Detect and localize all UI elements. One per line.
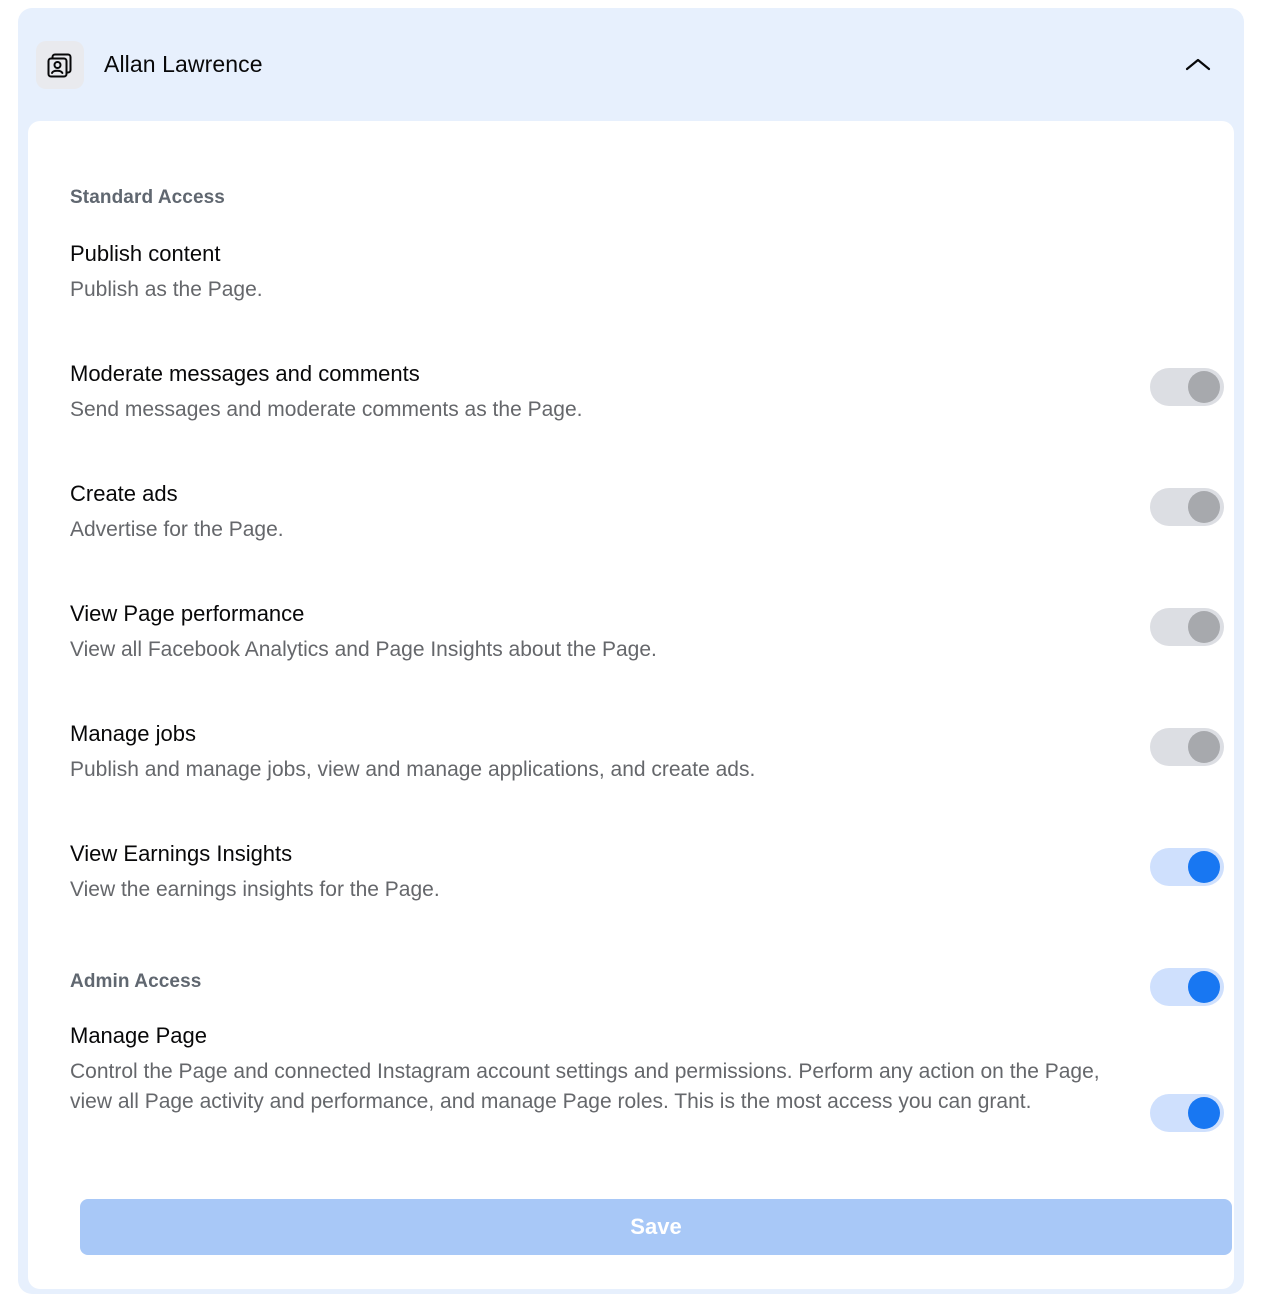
toggle-view-earnings-insights[interactable] — [1150, 968, 1224, 1006]
permissions-body — [28, 121, 1234, 1289]
section-label-standard-access: Standard Access — [70, 187, 225, 208]
permission-row-view-earnings-insights — [28, 839, 1172, 905]
permission-title: Manage Page — [70, 1023, 207, 1048]
permission-row-moderate-messages — [28, 359, 1172, 425]
user-card-icon — [36, 41, 84, 89]
toggle-knob — [1188, 1097, 1220, 1129]
toggle-knob — [1188, 971, 1220, 1003]
permission-description: View all Facebook Analytics and Page Insights about the Page. — [70, 638, 657, 661]
section-label-admin-access: Admin Access — [70, 971, 202, 992]
permissions-panel — [18, 8, 1244, 1294]
toggle-knob — [1188, 731, 1220, 763]
permission-description: Publish and manage jobs, view and manage applications, and create ads. — [70, 758, 756, 781]
permission-title: View Earnings Insights — [70, 841, 293, 866]
permission-text — [70, 359, 1130, 425]
toggle-knob — [1188, 851, 1220, 883]
toggle-knob — [1188, 371, 1220, 403]
permission-title: Moderate messages and comments — [70, 361, 420, 386]
page-title: Allan Lawrence — [104, 51, 263, 77]
chevron-up-icon[interactable] — [1178, 45, 1218, 85]
permission-text — [70, 719, 1130, 785]
permission-row-manage-jobs — [28, 719, 1172, 785]
permission-description: Send messages and moderate comments as the Page. — [70, 398, 583, 421]
permission-description: Advertise for the Page. — [70, 518, 284, 541]
toggle-knob — [1188, 491, 1220, 523]
permission-text — [70, 839, 1130, 905]
toggle-manage-page[interactable] — [1150, 1094, 1224, 1132]
permission-description: View the earnings insights for the Page. — [70, 878, 440, 901]
permission-text — [70, 239, 1130, 305]
permission-row-view-page-performance — [28, 599, 1172, 665]
permission-row-create-ads — [28, 479, 1172, 545]
permission-title: View Page performance — [70, 601, 305, 626]
permission-description: Publish as the Page. — [70, 278, 263, 301]
permission-description: Control the Page and connected Instagram account settings and permissions. Perform any action on the Page, view all Page activity and performance, and manage Page roles. This is the most access you can grant. — [70, 1060, 1100, 1113]
permission-title: Create ads — [70, 481, 178, 506]
permission-text — [70, 479, 1130, 545]
permission-title: Manage jobs — [70, 721, 196, 746]
permission-text — [70, 599, 1130, 665]
permission-row-publish-content — [28, 239, 1172, 305]
permission-title: Publish content — [70, 241, 221, 266]
permission-text — [70, 1021, 1130, 1117]
save-button[interactable]: Save — [80, 1199, 1232, 1255]
toggle-knob — [1188, 611, 1220, 643]
panel-header[interactable] — [18, 8, 1244, 121]
permission-row-manage-page — [28, 1021, 1172, 1117]
